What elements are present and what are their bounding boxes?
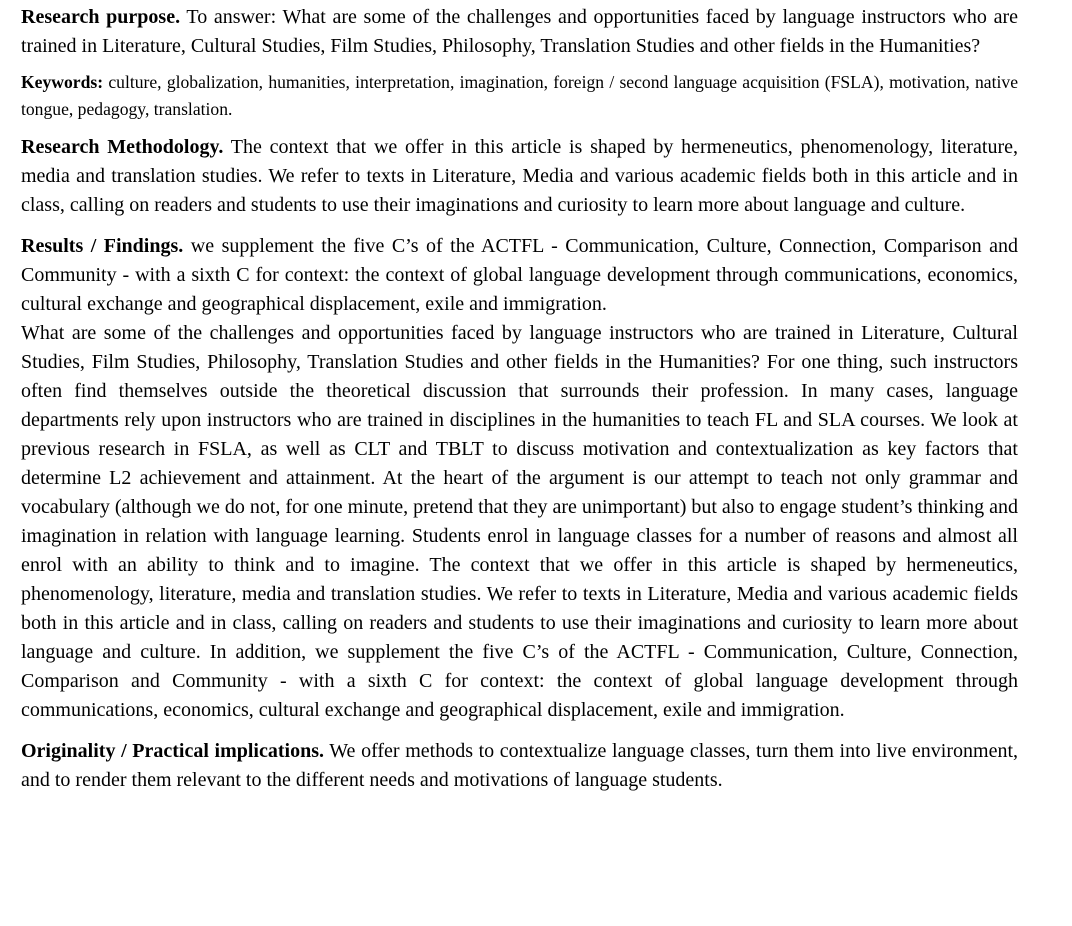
results-findings-paragraph [21,232,1018,319]
research-purpose-text: To answer: What are some of the challenges and opportunities faced by language instructors who are trained in Literature, Cultural Studies, Film Studies, Philosophy, Translation Studies and other fields in the Humanities? [21,6,1018,57]
originality-text: We offer methods to contextualize language classes, turn them into live environment, and to render them relevant to the different needs and motivations of language students. [21,740,1018,791]
research-methodology-paragraph [21,133,1018,220]
results-findings-label: Results / Findings. [21,235,184,257]
keywords-paragraph [21,69,1018,123]
keywords-label: Keywords: [21,72,104,92]
abstract-page [21,3,1018,795]
results-continuation-paragraph: What are some of the challenges and opportunities faced by language instructors who are trained in Literature, Cultural Studies, Film Studies, Philosophy, Translation Studies and other fields in the Humanities? For one thing, such instructors often find themselves outside the theoretical discussion that surrounds their profession. In many cases, language departments rely upon instructors who are trained in disciplines in the humanities to teach FL and SLA courses. We look at previous research in FSLA, as well as CLT and TBLT to discuss motivation and contextualization as key factors that determine L2 achievement and attainment. At the heart of the argument is our attempt to teach not only grammar and vocabulary (although we do not, for one minute, pretend that they are unimportant) but also to engage student’s thinking and imagination in relation with language learning. Students enrol in language classes for a number of reasons and almost all enrol with an ability to think and to imagine. The context that we offer in this article is shaped by hermeneutics, phenomenology, literature, media and translation studies. We refer to texts in Literature, Media and various academic fields both in this article and in class, calling on readers and students to use their imaginations and curiosity to learn more about language and culture. In addition, we supplement the five C’s of the ACTFL - Communication, Culture, Connection, Comparison and Community - with a sixth C for context: the context of global language development through communications, economics, cultural exchange and geographical displacement, exile and immigration. [21,322,1018,721]
research-methodology-text: The context that we offer in this article is shaped by hermeneutics, phenomenology, literature, media and translation studies. We refer to texts in Literature, Media and various academic fields both in this article and in class, calling on readers and students to use their imaginations and curiosity to learn more about language and culture. [21,136,1018,216]
research-purpose-label: Research purpose. [21,6,181,28]
results-findings-text: we supplement the five C’s of the ACTFL - Communication, Culture, Connection, Comparison and Community - with a sixth C for context: the context of global language development through communications, economics, cultural exchange and geographical displacement, exile and immigration. [21,235,1019,315]
originality-paragraph [21,737,1018,795]
research-methodology-label: Research Methodology. [21,136,224,158]
research-purpose-paragraph [21,3,1018,61]
originality-label: Originality / Practical implications. [21,740,324,762]
keywords-text: culture, globalization, humanities, interpretation, imagination, foreign / second language acquisition (FSLA), motivation, native tongue, pedagogy, translation. [21,72,1018,119]
